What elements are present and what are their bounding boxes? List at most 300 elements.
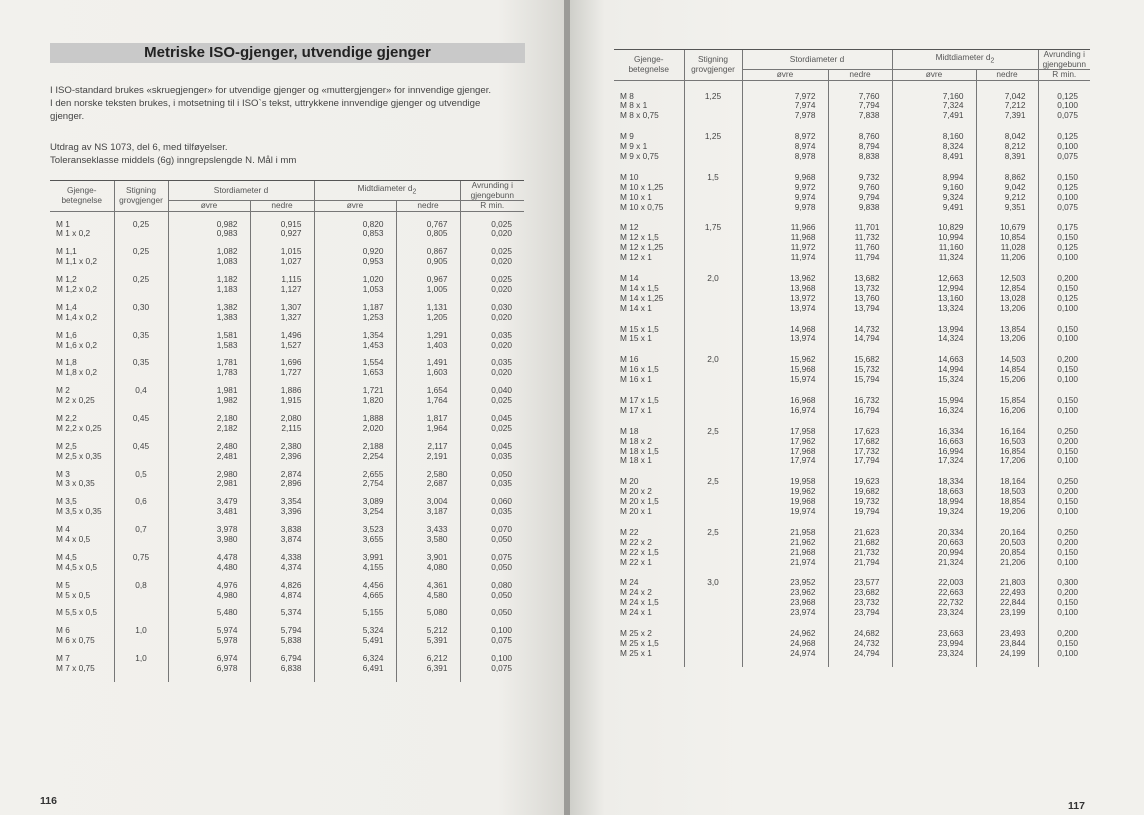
pitch-dia-lower-cell (396, 406, 460, 434)
major-lower-value: 17,732 (854, 445, 880, 456)
major-lower-value: 15,682 (854, 354, 880, 365)
page-title: Metriske ISO-gjenger, utvendige gjenger (144, 44, 431, 61)
pitch-dia-upper-value: 7,491 (942, 110, 964, 121)
major-lower-value: 1,127 (280, 283, 302, 294)
pitch-dia-upper-value: 19,324 (938, 506, 964, 516)
pitch-dia-lower-value: 8,862 (1004, 171, 1026, 182)
pitch-dia-lower-value: 5,391 (426, 635, 448, 646)
table-row-group (614, 121, 1090, 162)
pitch-dia-upper-cell (314, 267, 396, 295)
pitch-value: 0,75 (132, 551, 150, 562)
designation-value: M 15 x 1,5 (620, 323, 659, 334)
pitch-dia-lower-value: 2,191 (426, 450, 448, 461)
root-radius-cell (1038, 121, 1090, 162)
root-radius-value: 0,070 (491, 524, 513, 535)
designation-value: M 14 (620, 272, 639, 283)
root-radius-value: 0,020 (491, 311, 513, 322)
designation-value: M 17 x 1 (620, 404, 652, 415)
pitch-dia-lower-cell (396, 323, 460, 351)
designation-cell (50, 489, 114, 517)
root-radius-value: 0,200 (1057, 435, 1079, 446)
table-row-group (50, 434, 524, 462)
designation-value: M 8 x 0,75 (620, 110, 659, 121)
major-upper-value: 13,974 (790, 333, 816, 344)
pitch-dia-upper-value: 18,994 (938, 496, 964, 507)
pitch-value: 1,0 (135, 625, 147, 636)
pitch-dia-lower-cell (976, 80, 1038, 121)
pitch-dia-upper-value: 4,155 (362, 561, 384, 572)
major-lower-value: 19,682 (854, 486, 880, 497)
designation-cell (614, 121, 684, 162)
pitch-dia-lower-value: 7,042 (1004, 90, 1026, 101)
root-radius-value: 0,020 (491, 367, 513, 378)
designation-value: M 22 x 1 (620, 556, 652, 567)
major-upper-cell (168, 517, 250, 545)
pitch-dia-lower-value: 9,351 (1004, 201, 1026, 212)
root-radius-value: 0,200 (1057, 536, 1079, 547)
root-radius-value: 0,125 (1057, 242, 1079, 253)
pitch-dia-lower-cell (396, 378, 460, 406)
major-upper-value: 1,982 (216, 395, 238, 406)
designation-cell (50, 323, 114, 351)
major-upper-value: 11,968 (790, 232, 816, 243)
designation-cell (614, 212, 684, 263)
pitch-cell (114, 239, 168, 267)
pitch-dia-upper-value: 22,663 (938, 587, 964, 598)
major-upper-value: 13,962 (790, 272, 816, 283)
pitch-dia-lower-value: 12,854 (1000, 282, 1026, 293)
pitch-dia-upper-value: 10,829 (938, 222, 964, 233)
root-radius-value: 0,075 (1057, 201, 1079, 212)
pitch-dia-upper-value: 1,820 (362, 395, 384, 406)
pitch-dia-upper-value: 9,160 (942, 181, 964, 192)
designation-value: M 16 x 1,5 (620, 364, 659, 375)
pitch-dia-upper-value: 23,324 (938, 647, 964, 658)
major-lower-value: 4,374 (280, 561, 302, 572)
major-upper-value: 13,974 (790, 302, 816, 313)
pitch-cell (114, 434, 168, 462)
designation-cell (50, 378, 114, 406)
root-radius-value: 0,075 (1057, 150, 1079, 161)
designation-value: M 1,8 (56, 357, 77, 368)
pitch-dia-lower-cell (396, 489, 460, 517)
pitch-dia-upper-value: 20,994 (938, 546, 964, 557)
root-radius-value: 0,035 (491, 329, 513, 340)
pitch-dia-lower-value: 9,042 (1004, 181, 1026, 192)
pitch-dia-lower-value: 1,131 (426, 301, 448, 312)
pitch-diameter-header: Midtdiameter $d_2$ (892, 50, 1038, 70)
root-radius-cell (1038, 212, 1090, 263)
excerpt-text (50, 142, 530, 167)
pitch-dia-upper-value: 1,053 (362, 283, 384, 294)
root-radius-value: 0,035 (491, 506, 513, 517)
pitch-dia-lower-value: 12,503 (1000, 272, 1026, 283)
root-radius-value: 0,200 (1057, 354, 1079, 365)
pitch-dia-lower-cell (976, 121, 1038, 162)
pitch-dia-lower-value: 22,844 (1000, 597, 1026, 608)
designation-cell (50, 646, 114, 682)
major-upper-value: 1,082 (216, 246, 238, 257)
designation-value: M 5,5 x 0,5 (56, 607, 98, 618)
pitch-value: 0,45 (132, 412, 150, 423)
pitch-value (685, 629, 742, 639)
pitch-dia-upper-value: 11,160 (938, 242, 964, 253)
pitch-dia-upper-cell (892, 618, 976, 667)
root-radius-value: 0,075 (491, 635, 513, 646)
designation-cell (50, 545, 114, 573)
major-upper-cell (168, 545, 250, 573)
root-radius-cell (460, 573, 524, 601)
table-row-group (614, 567, 1090, 618)
major-upper-value: 17,962 (790, 435, 816, 446)
pitch-dia-upper-cell (314, 646, 396, 682)
major-lower-value: 9,838 (858, 201, 880, 212)
major-upper-value: 1,383 (216, 311, 238, 322)
major-upper-cell (742, 385, 828, 416)
designation-cell (50, 434, 114, 462)
root-radius-value: 0,100 (1057, 374, 1079, 385)
pitch-dia-upper-cell (892, 263, 976, 314)
major-lower-cell (250, 618, 314, 646)
designation-value: M 20 (620, 476, 639, 487)
pitch-dia-lower-value: 15,854 (1000, 394, 1026, 405)
major-diameter-header: Stordiameter d (742, 50, 892, 70)
major-lower-cell (828, 212, 892, 263)
major-upper-cell (742, 212, 828, 263)
major-upper-value: 19,974 (790, 506, 816, 516)
major-lower-cell (828, 314, 892, 345)
thread-table-right (614, 49, 1090, 667)
designation-cell (614, 344, 684, 385)
major-lower-value: 1,027 (280, 256, 302, 267)
pitch-dia-upper-cell (314, 489, 396, 517)
root-radius-value: 0,100 (1057, 404, 1079, 415)
root-radius-value: 0,100 (1057, 607, 1079, 618)
designation-value: M 1 (56, 218, 70, 229)
pitch-dia-upper-value: 5,491 (362, 635, 384, 646)
pitch-dia-upper-value: 3,655 (362, 533, 384, 544)
page-number: 116 (40, 795, 57, 807)
pitch-dia-upper-value: 21,324 (938, 556, 964, 567)
major-lower-value: 11,701 (854, 222, 880, 233)
pitch-dia-lower-value: 14,503 (1000, 354, 1026, 365)
major-lower-value: 1,115 (281, 274, 302, 285)
major-upper-value: 1,183 (216, 283, 238, 294)
root-radius-value: 0,025 (491, 395, 513, 406)
major-upper-value: 8,978 (794, 150, 816, 161)
major-lower-cell (828, 263, 892, 314)
pitch-dia-lower-value: 20,503 (1000, 536, 1026, 547)
major-lower-value: 5,794 (280, 625, 302, 636)
major-lower-cell (828, 385, 892, 416)
major-lower-cell (250, 295, 314, 323)
designation-value: M 1,2 (56, 274, 77, 285)
upper-header: øvre (892, 70, 976, 81)
root-radius-cell (460, 378, 524, 406)
root-radius-cell (460, 434, 524, 462)
designation-value: M 24 x 1 (620, 607, 652, 618)
root-radius-value: 0,050 (491, 561, 513, 572)
designation-cell (614, 80, 684, 121)
major-lower-value: 13,760 (854, 292, 880, 303)
major-lower-value: 1,015 (280, 246, 302, 257)
root-radius-value: 0,035 (491, 478, 513, 489)
designation-cell (614, 416, 684, 467)
root-radius-cell (1038, 385, 1090, 416)
pitch-cell (114, 573, 168, 601)
major-upper-value: 15,968 (790, 364, 816, 375)
pitch-value: 2,0 (707, 272, 719, 283)
major-upper-value: 23,974 (790, 607, 816, 618)
major-lower-value: 23,682 (854, 587, 880, 598)
designation-value: M 4,5 (56, 551, 77, 562)
pitch-dia-lower-value: 21,803 (1000, 577, 1026, 588)
major-lower-value: 19,732 (854, 496, 880, 507)
major-upper-value: 21,958 (790, 526, 816, 537)
pitch-cell (684, 344, 742, 385)
major-upper-cell (168, 462, 250, 490)
designation-cell (50, 295, 114, 323)
root-radius-cell (460, 211, 524, 239)
major-upper-value: 7,974 (794, 100, 816, 111)
root-radius-value: 0,025 (491, 422, 513, 433)
pitch-dia-upper-value: 22,732 (938, 597, 964, 608)
designation-cell (50, 573, 114, 601)
pitch-cell (114, 545, 168, 573)
major-lower-value: 1,327 (280, 311, 302, 322)
major-upper-value: 5,974 (216, 625, 238, 636)
designation-value: M 25 x 1,5 (620, 637, 659, 648)
pitch-dia-upper-cell (314, 434, 396, 462)
pitch-dia-upper-value: 6,491 (362, 663, 384, 673)
pitch-dia-upper-value: 2,754 (362, 478, 384, 489)
upper-header: øvre (314, 201, 396, 212)
root-radius-value: 0,035 (491, 450, 513, 461)
table-row-group (50, 646, 524, 682)
major-lower-value: 11,732 (854, 232, 880, 243)
pitch-dia-upper-value: 1,354 (362, 329, 384, 340)
pitch-dia-lower-value: 20,854 (1000, 546, 1026, 557)
pitch-dia-upper-value: 12,663 (938, 272, 964, 283)
pitch-dia-lower-value: 16,164 (1000, 425, 1026, 436)
major-upper-cell (168, 573, 250, 601)
pitch-dia-upper-value: 5,155 (362, 607, 384, 618)
pitch-dia-lower-value: 3,004 (426, 496, 448, 507)
designation-cell (614, 517, 684, 568)
pitch-dia-lower-value: 4,080 (426, 561, 448, 572)
pitch-dia-upper-value: 1,020 (362, 274, 384, 285)
major-lower-cell (828, 618, 892, 667)
root-radius-value: 0,100 (1057, 252, 1079, 263)
major-lower-value: 3,838 (280, 524, 302, 535)
major-upper-value: 0,983 (216, 228, 238, 239)
designation-value: M 6 x 0,75 (56, 635, 95, 646)
pitch-value: 1,75 (704, 222, 722, 233)
table-body (50, 211, 524, 682)
major-upper-value: 23,968 (790, 597, 816, 608)
intro-line: gjenger. (50, 111, 85, 122)
root-radius-header: Avrunding i gjengebunn (460, 181, 524, 201)
major-upper-value: 9,972 (794, 181, 816, 192)
intro-line: I den norske teksten brukes, i motsetning til i ISO`s tekst, uttrykkene innvendige gjenger og utvendige (50, 98, 481, 109)
major-upper-cell (742, 314, 828, 345)
major-lower-value: 16,732 (854, 394, 880, 405)
root-radius-cell (460, 267, 524, 295)
major-lower-cell (828, 517, 892, 568)
major-upper-value: 17,958 (790, 425, 816, 436)
pitch-header: Stigning grovgjenger (684, 50, 742, 81)
pitch-dia-upper-value: 16,334 (938, 425, 964, 436)
pitch-value: 2,5 (707, 476, 719, 487)
pitch-dia-upper-value: 12,994 (938, 282, 964, 293)
major-upper-value: 2,182 (216, 422, 238, 433)
pitch-cell (684, 212, 742, 263)
pitch-dia-lower-value: 11,028 (1000, 242, 1026, 253)
major-upper-value: 1,781 (216, 357, 238, 368)
major-lower-value: 3,396 (280, 506, 302, 517)
excerpt-line: Utdrag av NS 1073, del 6, med tilføyelser. (50, 142, 228, 153)
pitch-dia-upper-value: 1,653 (362, 367, 384, 378)
major-lower-value: 2,396 (280, 450, 302, 461)
major-upper-value: 17,968 (790, 445, 816, 456)
root-radius-value: 0,125 (1057, 292, 1079, 303)
table-row-group (614, 314, 1090, 345)
lower-header: nedre (976, 70, 1038, 81)
major-lower-cell (828, 466, 892, 517)
designation-value: M 1,1 x 0,2 (56, 256, 98, 267)
pitch-dia-lower-value: 18,503 (1000, 486, 1026, 497)
designation-value: M 20 x 2 (620, 486, 652, 497)
designation-value: M 10 (620, 171, 639, 182)
major-lower-value: 4,874 (280, 589, 302, 600)
pitch-dia-lower-cell (396, 211, 460, 239)
designation-value: M 17 x 1,5 (620, 394, 659, 405)
pitch-dia-upper-cell (314, 600, 396, 618)
pitch-dia-upper-value: 16,324 (938, 404, 964, 415)
major-upper-cell (168, 211, 250, 239)
root-radius-value: 0,045 (491, 440, 513, 451)
pitch-dia-lower-value: 6,391 (426, 663, 448, 673)
root-radius-value: 0,100 (1057, 100, 1079, 111)
major-upper-value: 4,980 (216, 589, 238, 600)
designation-cell (614, 618, 684, 667)
major-upper-value: 9,978 (794, 201, 816, 212)
root-radius-cell (460, 646, 524, 682)
major-lower-cell (250, 489, 314, 517)
root-radius-value: 0,050 (491, 607, 513, 618)
pitch-value: 0,35 (132, 357, 150, 368)
pitch-dia-lower-cell (396, 295, 460, 323)
designation-cell (50, 600, 114, 618)
designation-cell (614, 263, 684, 314)
pitch-value: 2,5 (707, 425, 719, 436)
designation-value: M 22 x 2 (620, 536, 652, 547)
pitch-dia-upper-value: 4,456 (362, 579, 384, 590)
pitch-dia-lower-value: 8,042 (1004, 131, 1026, 142)
pitch-dia-lower-value: 0,805 (426, 228, 448, 239)
pitch-value: 0,35 (132, 329, 150, 340)
pitch-value: 2,0 (707, 354, 719, 365)
pitch-dia-lower-value: 13,028 (1000, 292, 1026, 303)
major-lower-cell (828, 344, 892, 385)
designation-value: M 25 x 1 (620, 647, 652, 658)
root-radius-value: 0,150 (1057, 597, 1079, 608)
root-radius-cell (460, 462, 524, 490)
major-upper-cell (742, 162, 828, 213)
pitch-dia-upper-value: 0,853 (362, 228, 384, 239)
pitch-cell (114, 211, 168, 239)
root-radius-value: 0,030 (491, 301, 513, 312)
designation-value: M 16 x 1 (620, 374, 652, 385)
pitch-dia-upper-cell (892, 344, 976, 385)
major-upper-value: 4,480 (216, 561, 238, 572)
pitch-dia-upper-value: 1,253 (362, 311, 384, 322)
root-radius-cell (460, 618, 524, 646)
table-row-group (50, 517, 524, 545)
pitch-dia-lower-value: 1,964 (426, 422, 448, 433)
major-upper-value: 0,982 (216, 218, 238, 229)
major-upper-cell (168, 600, 250, 618)
pitch-dia-lower-value: 3,187 (426, 506, 448, 517)
designation-cell (614, 162, 684, 213)
designation-value: M 3 x 0,35 (56, 478, 95, 489)
major-lower-value: 9,760 (858, 181, 880, 192)
pitch-dia-lower-value: 3,580 (426, 533, 448, 544)
pitch-cell (114, 323, 168, 351)
pitch-dia-lower-cell (396, 545, 460, 573)
major-lower-value: 23,577 (854, 577, 880, 588)
pitch-dia-lower-value: 1,603 (426, 367, 448, 378)
root-radius-value: 0,125 (1057, 131, 1079, 142)
root-radius-value: 0,175 (1057, 222, 1079, 233)
root-radius-cell (460, 545, 524, 573)
major-upper-value: 11,974 (790, 252, 816, 263)
root-radius-value: 0,020 (491, 228, 513, 239)
pitch-value: 0,6 (135, 496, 147, 507)
designation-cell (50, 350, 114, 378)
major-lower-cell (250, 323, 314, 351)
pitch-dia-lower-value: 19,206 (1000, 506, 1026, 516)
pitch-dia-lower-value: 21,206 (1000, 556, 1026, 567)
pitch-dia-upper-value: 0,920 (362, 246, 384, 257)
pitch-cell (684, 416, 742, 467)
table-row-group (50, 545, 524, 573)
pitch-dia-lower-value: 5,080 (426, 607, 448, 618)
upper-header: øvre (742, 70, 828, 81)
major-upper-cell (742, 344, 828, 385)
pitch-dia-upper-value: 3,991 (362, 551, 384, 562)
designation-value: M 1,2 x 0,2 (56, 283, 98, 294)
designation-value: M 12 x 1,25 (620, 242, 664, 253)
major-lower-value: 23,794 (854, 607, 880, 618)
table-body (614, 80, 1090, 667)
major-upper-value: 19,968 (790, 496, 816, 507)
designation-value: M 18 x 1,5 (620, 445, 659, 456)
pitch-dia-lower-value: 0,867 (426, 246, 448, 257)
root-radius-cell (1038, 263, 1090, 314)
pitch-dia-upper-value: 17,324 (938, 455, 964, 466)
pitch-dia-upper-value: 8,491 (942, 150, 964, 161)
designation-value: M 24 x 2 (620, 587, 652, 598)
root-radius-value: 0,100 (1057, 455, 1079, 466)
designation-value: M 22 x 1,5 (620, 546, 659, 557)
pitch-header: Stigning grovgjenger (114, 181, 168, 212)
major-upper-value: 1,981 (216, 385, 238, 396)
pitch-dia-upper-value: 20,663 (938, 536, 964, 547)
major-upper-value: 8,974 (794, 141, 816, 152)
major-upper-value: 1,182 (216, 274, 238, 285)
pitch-dia-lower-value: 6,212 (426, 653, 448, 664)
